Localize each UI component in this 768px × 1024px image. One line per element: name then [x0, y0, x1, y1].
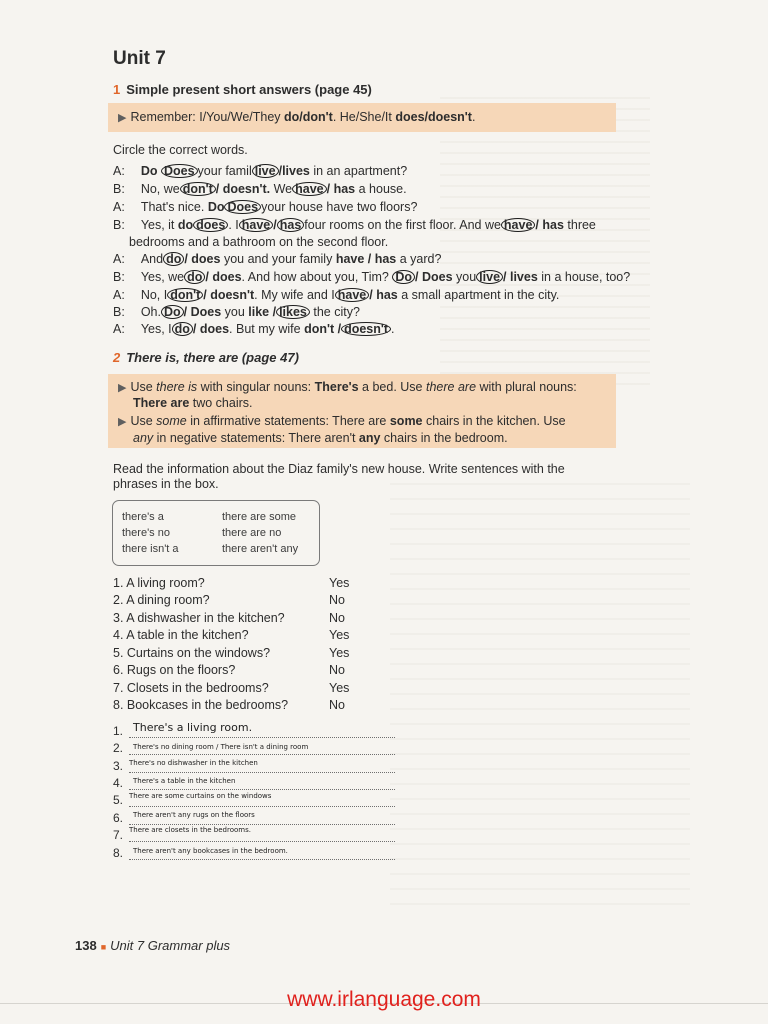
- circled-answer: Does: [161, 164, 198, 178]
- dialog-line-9: A: Yes, I do / does. But my wife don't / doesn't .: [113, 322, 395, 336]
- circled-answer: have: [239, 218, 274, 232]
- question-answer: Yes: [329, 681, 350, 695]
- page-footer: 138 ■ Unit 7 Grammar plus: [75, 938, 231, 953]
- section-2-note-2-cont: any in negative statements: There aren't any chairs in the bedroom.: [133, 431, 508, 445]
- arrow-icon: ▶: [118, 112, 127, 124]
- handwritten-answer: There's a living room.: [133, 721, 253, 734]
- handwritten-answer: There aren't any rugs on the floors: [133, 811, 255, 819]
- circled-answer: do: [163, 252, 184, 266]
- answer-number: 7.: [113, 828, 124, 842]
- question-answer: Yes: [329, 576, 350, 590]
- dialog-line-1: A: Do Does your famil live /lives in an apartment?: [113, 164, 408, 178]
- circled-answer: don't: [180, 182, 216, 196]
- arrow-icon: ▶: [118, 382, 127, 394]
- circled-answer: have: [335, 288, 370, 302]
- circled-answer: does: [193, 218, 228, 232]
- handwritten-answer: There's no dining room / There isn't a dining room: [133, 743, 309, 751]
- answer-line: [129, 806, 395, 807]
- answer-number: 8.: [113, 846, 124, 860]
- answer-line: [129, 859, 395, 860]
- dialog-line-8: B: Oh. Do / Does you like / likes the city?: [113, 305, 360, 319]
- dialog-line-4: B: Yes, it do does . I have / has four rooms on the first floor. And we have / has three: [113, 218, 596, 232]
- phrase: there's no: [122, 527, 170, 539]
- circled-answer: have: [501, 218, 536, 232]
- answer-line: [129, 754, 395, 755]
- answer-line: [129, 841, 395, 842]
- question-answer: No: [329, 611, 345, 625]
- section-1-instruction: Circle the correct words.: [113, 143, 248, 157]
- bleed-through-text: [390, 470, 690, 910]
- circled-answer: likes: [276, 305, 310, 319]
- circled-answer: have: [292, 182, 327, 196]
- question: 2. A dining room?: [113, 593, 210, 607]
- answer-number: 5.: [113, 793, 124, 807]
- answer-number: 4.: [113, 776, 124, 790]
- phrase: there isn't a: [122, 543, 179, 555]
- circled-answer: do: [172, 322, 193, 336]
- unit-title: Unit 7: [113, 48, 166, 69]
- circled-answer: live: [252, 164, 279, 178]
- answer-line: [129, 824, 395, 825]
- question: 7. Closets in the bedrooms?: [113, 681, 269, 695]
- answer-line: [129, 772, 395, 773]
- dialog-line-6: B: Yes, we do / does. And how about you, Tim? Do / Does you live / lives in a house, too?: [113, 270, 631, 284]
- answer-number: 2.: [113, 741, 124, 755]
- handwritten-answer: There are closets in the bedrooms.: [129, 826, 251, 834]
- dialog-line-4-cont: bedrooms and a bathroom on the second floor.: [129, 235, 389, 249]
- question: 4. A table in the kitchen?: [113, 628, 249, 642]
- question-answer: No: [329, 698, 345, 712]
- dialog-line-7: A: No, I don't / doesn't. My wife and I have / has a small apartment in the city.: [113, 288, 560, 302]
- circled-answer: do: [184, 270, 205, 284]
- watermark: www.irlanguage.com: [287, 988, 481, 1011]
- question: 3. A dishwasher in the kitchen?: [113, 611, 285, 625]
- question: 6. Rugs on the floors?: [113, 663, 236, 677]
- bleed-through-text: [440, 88, 650, 388]
- dialog-line-3: A: That's nice. Do Does your house have two floors?: [113, 200, 418, 214]
- question: 5. Curtains on the windows?: [113, 646, 271, 660]
- circled-answer: doesn't: [341, 322, 391, 336]
- phrase: there are some: [222, 511, 296, 523]
- section-2-instruction-cont: phrases in the box.: [113, 477, 219, 491]
- section-2-heading: 2 There is, there are (page 47): [113, 350, 299, 365]
- section-2-note-2: ▶ Use some in affirmative statements: There are some chairs in the kitchen. Use: [118, 414, 566, 428]
- handwritten-answer: There's no dishwasher in the kitchen: [129, 759, 258, 767]
- circled-answer: live: [476, 270, 503, 284]
- handwritten-answer: There aren't any bookcases in the bedroom.: [133, 847, 288, 855]
- circled-answer: don't: [167, 288, 203, 302]
- phrase: there are no: [222, 527, 282, 539]
- circled-answer: Do: [161, 305, 184, 319]
- phrase: there's a: [122, 511, 164, 523]
- arrow-icon: ▶: [118, 416, 127, 428]
- section-2-instruction: Read the information about the Diaz family's new house. Write sentences with the: [113, 462, 565, 476]
- answer-line: [129, 789, 395, 790]
- answer-number: 3.: [113, 759, 124, 773]
- question-answer: No: [329, 663, 345, 677]
- dialog-line-2: B: No, we don't / doesn't. We have / has a house.: [113, 182, 407, 196]
- section-1-note: ▶ Remember: I/You/We/They do/don't. He/She/It does/doesn't.: [118, 110, 476, 124]
- section-2-note-1-cont: There are two chairs.: [133, 396, 253, 410]
- handwritten-answer: There's a table in the kitchen: [133, 777, 236, 785]
- question-answer: No: [329, 593, 345, 607]
- circled-answer: Does: [224, 200, 261, 214]
- circled-answer: has: [277, 218, 305, 232]
- question: 8. Bookcases in the bedrooms?: [113, 698, 289, 712]
- circled-answer: Do: [392, 270, 415, 284]
- section-2-note-1: ▶ Use there is with singular nouns: There's a bed. Use there are with plural nouns:: [118, 380, 577, 394]
- phrase: there aren't any: [222, 543, 299, 555]
- question: 1. A living room?: [113, 576, 205, 590]
- dialog-line-5: A: And do / does you and your family have / has a yard?: [113, 252, 442, 266]
- answer-number: 6.: [113, 811, 124, 825]
- square-bullet-icon: ■: [100, 942, 107, 952]
- answer-line: [129, 737, 395, 738]
- answer-number: 1.: [113, 724, 124, 738]
- question-answer: Yes: [329, 646, 350, 660]
- handwritten-answer: There are some curtains on the windows: [129, 792, 272, 800]
- question-answer: Yes: [329, 628, 350, 642]
- section-1-heading: 1 Simple present short answers (page 45): [113, 82, 372, 97]
